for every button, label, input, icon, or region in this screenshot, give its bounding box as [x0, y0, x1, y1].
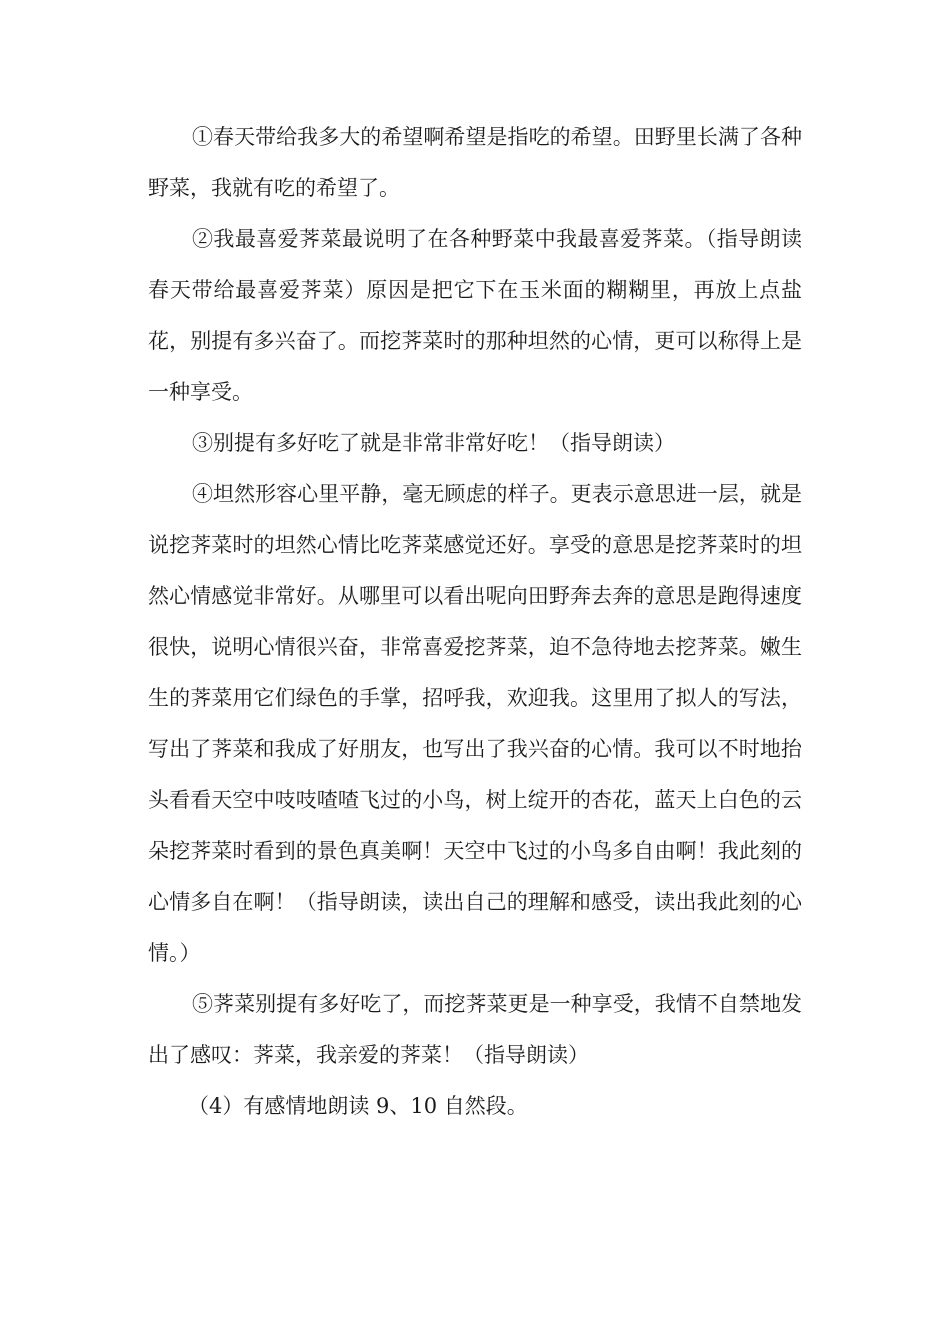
document-body — [148, 112, 802, 1132]
paragraph-2: ②我最喜爱荠菜最说明了在各种野菜中我最喜爱荠菜。（指导朗读春天带给最喜爱荠菜）原因是把它下在玉米面的糊糊里，再放上点盐花，别提有多兴奋了。而挖荠菜时的那种坦然的心情，更可以称得上是一种享受。 — [148, 227, 802, 404]
paragraph-3: ③别提有多好吃了就是非常非常好吃！（指导朗读） — [192, 431, 675, 455]
paragraph-5: ⑤荠菜别提有多好吃了，而挖荠菜更是一种享受，我情不自禁地发出了感叹：荠菜，我亲爱的荠菜！（指导朗读） — [148, 992, 802, 1067]
paragraph-6: （4）有感情地朗读 9、10 自然段。 — [188, 1094, 528, 1118]
paragraph-4: ④坦然形容心里平静，毫无顾虑的样子。更表示意思进一层，就是说挖荠菜时的坦然心情比吃荠菜感觉还好。享受的意思是挖荠菜时的坦然心情感觉非常好。从哪里可以看出呢向田野奔去奔的意思是跑得速度很快，说明心情很兴奋，非常喜爱挖荠菜，迫不急待地去挖荠菜。嫩生生的荠菜用它们绿色的手掌，招呼我，欢迎我。这里用了拟人的写法，写出了荠菜和我成了好朋友，也写出了我兴奋的心情。我可以不时地抬头看看天空中吱吱喳喳飞过的小鸟，树上绽开的杏花，蓝天上白色的云朵挖荠菜时看到的景色真美啊！天空中飞过的小鸟多自由啊！我此刻的心情多自在啊！（指导朗读，读出自己的理解和感受，读出我此刻的心情。） — [148, 482, 802, 965]
paragraph-1: ①春天带给我多大的希望啊希望是指吃的希望。田野里长满了各种野菜，我就有吃的希望了。 — [148, 125, 802, 200]
